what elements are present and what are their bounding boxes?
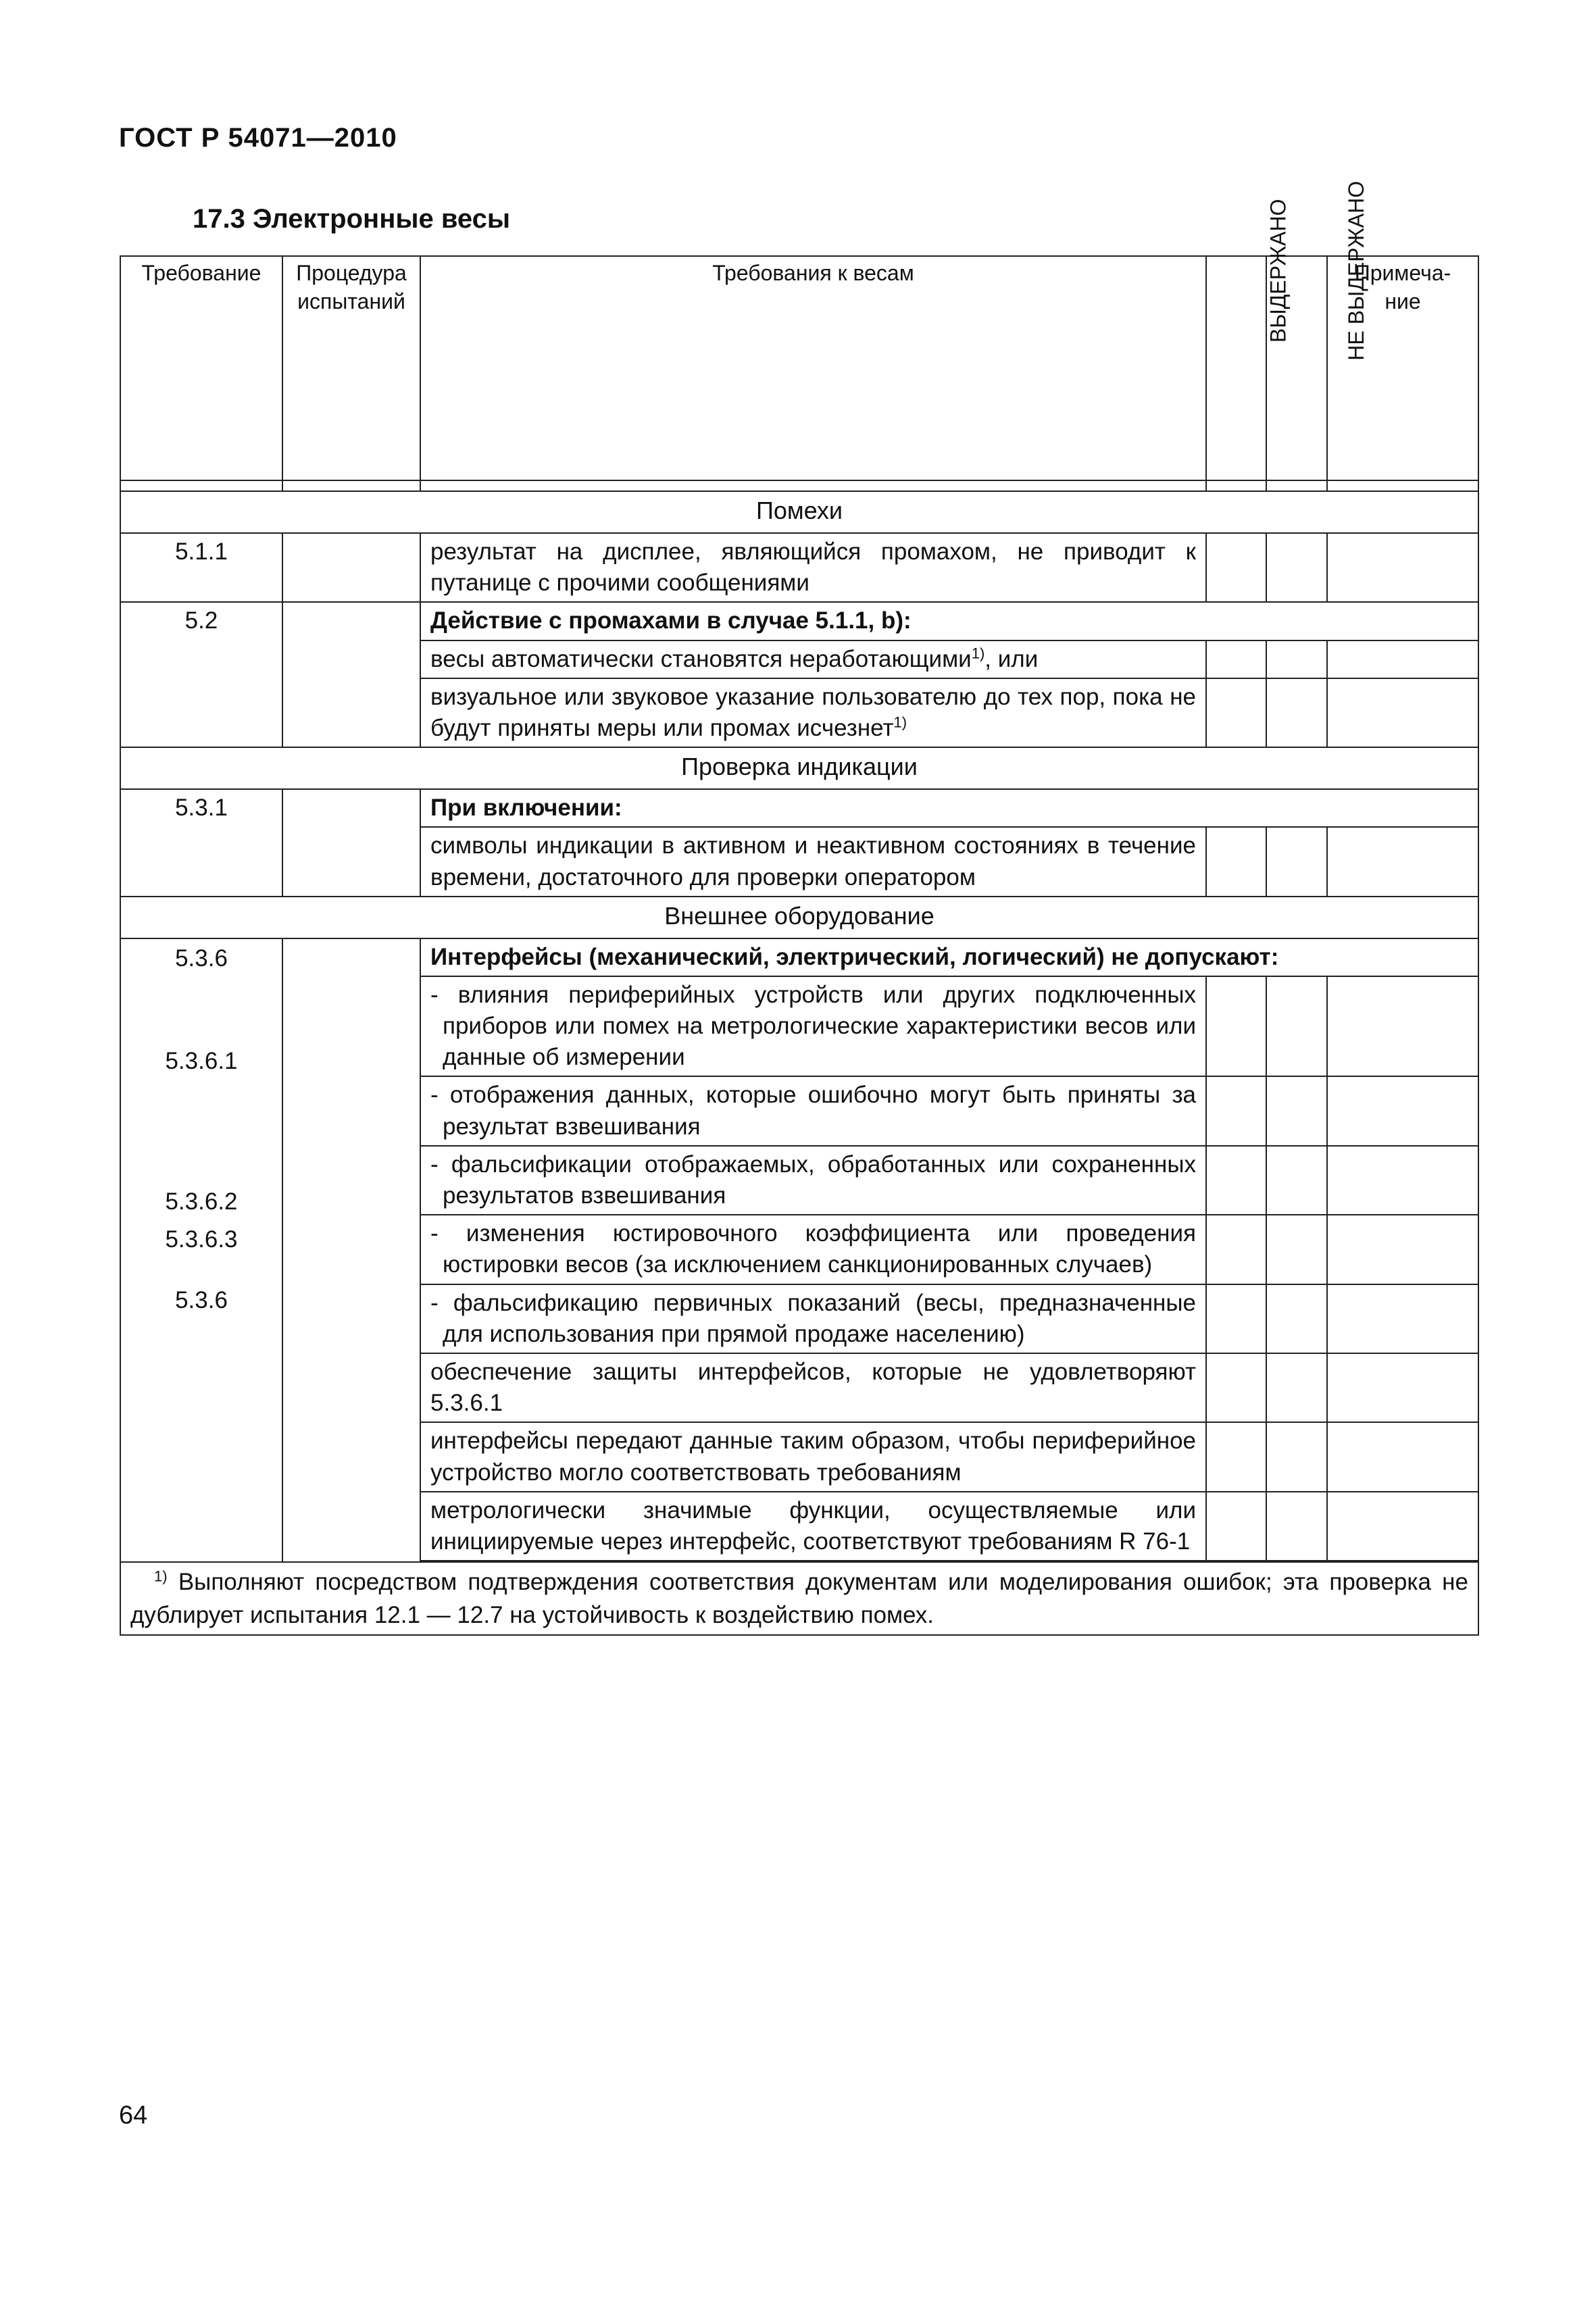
ref-cell: 5.1.1 — [120, 533, 282, 602]
requirement-fragment: - изменения юстировочного коэффициента или проведения юстировки весов (за исключением санкционированных случаев) — [430, 1220, 1196, 1278]
note-cell[interactable] — [1327, 1422, 1478, 1491]
passed-checkbox[interactable] — [1206, 640, 1266, 678]
failed-checkbox[interactable] — [1266, 1284, 1327, 1353]
requirement-fragment: - фальсификацию первичных показаний (весы, предназначенные для использования при прямой продаже населению) — [430, 1289, 1196, 1347]
passed-checkbox[interactable] — [1206, 976, 1266, 1077]
requirement-text — [420, 1076, 1206, 1145]
requirement-text — [420, 1284, 1206, 1353]
header-separator — [120, 480, 1478, 491]
footnote-ref: 1) — [893, 713, 907, 731]
separator-cell — [1327, 480, 1478, 491]
separator-cell — [282, 480, 420, 491]
column-header-requirement: Требование — [120, 256, 282, 480]
requirement-fragment: - фальсификации отображаемых, обработанных или сохраненных результатов взвешивания — [430, 1151, 1196, 1209]
failed-checkbox[interactable] — [1266, 1353, 1327, 1422]
ref-label: 5.3.6.3 — [165, 1226, 238, 1253]
table-row — [120, 533, 1478, 602]
requirement-text: обеспечение защиты интерфейсов, которые не удовлетворяют 5.3.6.1 — [420, 1353, 1206, 1422]
passed-checkbox[interactable] — [1206, 1492, 1266, 1561]
column-header-note: Примеча-ние — [1327, 256, 1478, 480]
note-cell[interactable] — [1327, 827, 1478, 896]
note-cell[interactable] — [1327, 1353, 1478, 1422]
section-row — [120, 747, 1478, 789]
requirement-heading: При включении: — [420, 789, 1478, 827]
ref-cell — [120, 938, 282, 1562]
requirement-text — [420, 640, 1206, 678]
footnote-ref: 1) — [971, 644, 985, 661]
note-cell[interactable] — [1327, 976, 1478, 1077]
note-cell[interactable] — [1327, 640, 1478, 678]
note-cell[interactable] — [1327, 1492, 1478, 1561]
ref-cell: 5.2 — [120, 602, 282, 747]
failed-checkbox[interactable] — [1266, 1492, 1327, 1561]
passed-checkbox[interactable] — [1206, 1353, 1266, 1422]
failed-checkbox[interactable] — [1266, 827, 1327, 896]
section-row — [120, 491, 1478, 533]
footnote — [120, 1562, 1478, 1635]
passed-checkbox[interactable] — [1206, 1422, 1266, 1491]
requirement-text — [420, 678, 1206, 747]
ref-cell: 5.3.1 — [120, 789, 282, 897]
requirement-fragment: - влияния периферийных устройств или других подключенных приборов или помех на метрологические характеристики весов или данные об измерении — [430, 981, 1196, 1071]
section-interference: Помехи — [120, 491, 1478, 533]
requirement-fragment: - отображения данных, которые ошибочно могут быть приняты за результат взвешивания — [430, 1082, 1196, 1140]
failed-checkbox[interactable] — [1266, 678, 1327, 747]
column-header-procedure: Процедура испытаний — [282, 256, 420, 480]
requirement-text: метрологически значимые функции, осуществляемые или инициируемые через интерфейс, соответствуют требованиям R 76-1 — [420, 1492, 1206, 1561]
passed-checkbox[interactable] — [1206, 678, 1266, 747]
table-row — [120, 938, 1478, 976]
footnote-text: Выполняют посредством подтверждения соответствия документам или моделирования ошибок; эта проверка не дублирует испытания 12.1 — 12.7 на устойчивость к воздействию помех. — [130, 1569, 1468, 1629]
table-row — [120, 789, 1478, 827]
standard-code: ГОСТ Р 54071—2010 — [119, 123, 397, 153]
separator-cell — [1266, 480, 1327, 491]
table-header-row — [120, 256, 1478, 480]
ref-label: 5.3.6 — [175, 945, 228, 972]
procedure-cell — [282, 533, 420, 602]
failed-checkbox[interactable] — [1266, 533, 1327, 602]
note-cell[interactable] — [1327, 1284, 1478, 1353]
passed-checkbox[interactable] — [1206, 1146, 1266, 1215]
page-number: 64 — [119, 2101, 148, 2130]
table-row — [120, 602, 1478, 640]
requirement-text — [420, 1146, 1206, 1215]
requirement-heading: Интерфейсы (механический, электрический, логический) не допускают: — [420, 938, 1478, 976]
requirement-heading: Действие с промахами в случае 5.1.1, b): — [420, 602, 1478, 640]
procedure-cell — [282, 789, 420, 897]
failed-label: НЕ ВЫДЕРЖАНО — [1344, 180, 1369, 361]
requirement-fragment: весы автоматически становятся неработающими — [430, 645, 972, 672]
failed-checkbox[interactable] — [1266, 1422, 1327, 1491]
note-cell[interactable] — [1327, 1146, 1478, 1215]
separator-cell — [420, 480, 1206, 491]
ref-label: 5.3.6 — [175, 1286, 228, 1313]
section-title: 17.3 Электронные весы — [193, 204, 511, 234]
footnote-row — [120, 1562, 1478, 1635]
note-cell[interactable] — [1327, 1076, 1478, 1145]
failed-checkbox[interactable] — [1266, 1146, 1327, 1215]
requirement-text: интерфейсы передают данные таким образом, чтобы периферийное устройство могло соответствовать требованиям — [420, 1422, 1206, 1491]
footnote-mark: 1) — [154, 1567, 168, 1585]
requirement-text — [420, 1215, 1206, 1284]
requirement-fragment: , или — [984, 645, 1039, 672]
section-row — [120, 897, 1478, 938]
procedure-cell — [282, 938, 420, 1562]
passed-label: ВЫДЕРЖАНО — [1266, 199, 1291, 343]
procedure-cell — [282, 602, 420, 747]
separator-cell — [120, 480, 282, 491]
ref-label: 5.3.6.1 — [165, 1047, 238, 1074]
note-cell[interactable] — [1327, 533, 1478, 602]
failed-checkbox[interactable] — [1266, 1215, 1327, 1284]
note-cell[interactable] — [1327, 678, 1478, 747]
section-external-equipment: Внешнее оборудование — [120, 897, 1478, 938]
failed-checkbox[interactable] — [1266, 976, 1327, 1077]
requirement-fragment: визуальное или звуковое указание пользователю до тех пор, пока не будут приняты меры или промах исчезнет — [430, 683, 1196, 741]
section-display-check: Проверка индикации — [120, 747, 1478, 789]
separator-cell — [1206, 480, 1266, 491]
failed-checkbox[interactable] — [1266, 640, 1327, 678]
passed-checkbox[interactable] — [1206, 827, 1266, 896]
ref-label: 5.3.6.2 — [165, 1188, 238, 1215]
requirement-text: результат на дисплее, являющийся промахом, не приводит к путанице с прочими сообщениями — [420, 533, 1206, 602]
requirement-text — [420, 976, 1206, 1077]
passed-checkbox[interactable] — [1206, 1076, 1266, 1145]
column-header-scale-requirements: Требования к весам — [420, 256, 1206, 480]
requirement-text: символы индикации в активном и неактивном состояниях в течение времени, достаточного для проверки оператором — [420, 827, 1206, 896]
failed-checkbox[interactable] — [1266, 1076, 1327, 1145]
column-header-passed — [1206, 199, 1291, 480]
passed-checkbox[interactable] — [1206, 1284, 1266, 1353]
passed-checkbox[interactable] — [1206, 533, 1266, 602]
note-cell[interactable] — [1327, 1215, 1478, 1284]
passed-checkbox[interactable] — [1206, 1215, 1266, 1284]
